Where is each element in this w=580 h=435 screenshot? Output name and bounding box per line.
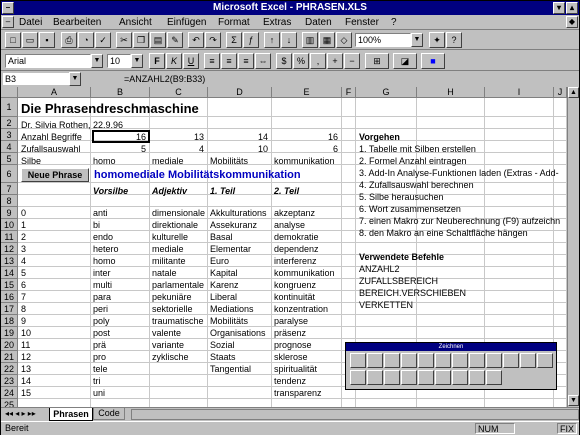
window-title: Microsoft Excel - PHRASEN.XLS xyxy=(213,2,367,13)
silbe-value: homo xyxy=(93,156,116,166)
format-painter-icon[interactable]: ✎ xyxy=(167,32,183,48)
gridline xyxy=(18,116,567,117)
arrow-icon[interactable] xyxy=(452,353,468,368)
tipwizard-icon[interactable]: ✦ xyxy=(429,32,445,48)
font-size-field[interactable]: 10 xyxy=(107,54,131,68)
font-name-field[interactable]: Arial xyxy=(5,54,91,68)
table-index: 13 xyxy=(21,364,32,374)
col-header[interactable]: B xyxy=(91,87,150,98)
font-color-icon[interactable]: ■ xyxy=(421,53,445,69)
formatting-toolbar xyxy=(1,51,579,71)
cut-icon[interactable]: ✂ xyxy=(116,32,132,48)
table-cell: tele xyxy=(93,364,108,374)
filled-rect-icon[interactable] xyxy=(486,353,502,368)
button-tool-icon[interactable] xyxy=(350,370,366,385)
table-cell: Elementar xyxy=(210,244,252,254)
table-cell: prognose xyxy=(274,340,312,350)
save-icon[interactable]: ▪ xyxy=(39,32,55,48)
sort-asc-icon[interactable]: ↑ xyxy=(264,32,280,48)
tab-nav-icon[interactable]: ◂◂ ◂ ▸ ▸▸ xyxy=(5,409,36,418)
drawing-icon[interactable]: ◇ xyxy=(336,32,352,48)
status-bar xyxy=(1,421,579,435)
scroll-up-icon[interactable]: ▲ xyxy=(568,87,579,98)
row-header[interactable]: 22 xyxy=(1,363,18,375)
col-header[interactable]: J xyxy=(554,87,567,98)
italic-icon[interactable]: K xyxy=(166,53,182,69)
align-center-icon[interactable]: ≡ xyxy=(221,53,237,69)
table-index: 15 xyxy=(21,388,32,398)
neue-phrase-button[interactable]: Neue Phrase xyxy=(21,168,89,182)
col-header[interactable]: D xyxy=(208,87,272,98)
status-text: Bereit xyxy=(5,423,29,433)
table-index: 0 xyxy=(21,208,27,218)
vorgehen-title: Vorgehen xyxy=(359,132,400,142)
row-header[interactable]: 6 xyxy=(1,165,18,183)
row-header[interactable]: 1 xyxy=(1,98,18,117)
silbe-value: kommunikation xyxy=(274,156,335,166)
open-icon[interactable]: ▭ xyxy=(22,32,38,48)
table-cell: multi xyxy=(93,280,113,290)
table-index: 4 xyxy=(21,256,27,266)
merge-center-icon[interactable]: ⇔ xyxy=(255,53,271,69)
table-index: 5 xyxy=(21,268,27,278)
table-cell: homo xyxy=(93,256,116,266)
standard-toolbar xyxy=(1,30,579,50)
col-header[interactable]: E xyxy=(272,87,342,98)
spelling-icon[interactable]: ✓ xyxy=(95,32,111,48)
anzahl-value: 16 xyxy=(135,132,146,142)
table-cell: anti xyxy=(93,208,108,218)
ellipse-icon[interactable] xyxy=(384,353,400,368)
column-heading: 2. Teil xyxy=(274,186,300,196)
filled-freeform-icon[interactable] xyxy=(537,353,553,368)
new-icon[interactable]: □ xyxy=(5,32,21,48)
font-dropdown-icon[interactable]: ▼ xyxy=(91,54,103,68)
table-index: 3 xyxy=(21,244,27,254)
table-cell: kontinuität xyxy=(274,292,316,302)
table-cell: bi xyxy=(93,220,101,230)
table-cell: Akkulturations xyxy=(210,208,267,218)
name-box[interactable]: B3 xyxy=(2,72,76,86)
menu-help[interactable]: ? xyxy=(391,17,397,28)
zufall-value: 5 xyxy=(140,144,146,154)
row-header[interactable]: 13 xyxy=(1,255,18,267)
menu-ansicht[interactable]: Ansicht xyxy=(119,17,152,28)
sort-desc-icon[interactable]: ↓ xyxy=(281,32,297,48)
send-back-icon[interactable] xyxy=(401,370,417,385)
table-cell: prä xyxy=(93,340,107,350)
gridline xyxy=(341,98,342,407)
row-header[interactable]: 25 xyxy=(1,399,18,407)
system-menu-icon[interactable]: – xyxy=(2,2,14,14)
tab-code[interactable]: Code xyxy=(93,408,125,420)
row-header[interactable]: 21 xyxy=(1,351,18,363)
fill-color-icon[interactable]: ◪ xyxy=(393,53,417,69)
row-header[interactable]: 8 xyxy=(1,195,18,207)
author-line: Dr. Silvia Rothen, 22.9.96 xyxy=(21,120,124,130)
table-cell: para xyxy=(93,292,112,302)
table-index: 11 xyxy=(21,340,31,350)
col-header[interactable]: C xyxy=(150,87,208,98)
filled-ellipse-icon[interactable] xyxy=(503,353,519,368)
thousands-icon[interactable]: , xyxy=(310,53,326,69)
row-header[interactable]: 19 xyxy=(1,327,18,339)
align-left-icon[interactable]: ≡ xyxy=(204,53,220,69)
zufall-value: 6 xyxy=(332,144,338,154)
percent-icon[interactable]: % xyxy=(293,53,309,69)
zufall-value: 10 xyxy=(257,144,268,154)
table-cell: kommunikation xyxy=(274,268,335,278)
vorgehen-step: 2. Formel Anzahl eintragen xyxy=(359,156,467,166)
table-cell: peri xyxy=(93,304,109,314)
line-icon[interactable] xyxy=(350,353,366,368)
table-index: 7 xyxy=(21,292,27,302)
table-cell: spiritualität xyxy=(274,364,318,374)
row-header[interactable]: 4 xyxy=(1,141,18,153)
table-index: 9 xyxy=(21,316,27,326)
table-cell: Sozial xyxy=(210,340,235,350)
column-heading: Adjektiv xyxy=(152,186,188,196)
menu-extras[interactable]: Extras xyxy=(263,17,292,28)
label-silbe: Silbe xyxy=(21,156,42,166)
anzahl-value: 14 xyxy=(257,132,268,142)
preview-icon[interactable]: ◔ xyxy=(78,32,94,48)
vorgehen-step: 4. Zufallsauswahl berechnen xyxy=(359,180,474,190)
formula-input[interactable]: =ANZAHL2(B9:B33) xyxy=(121,72,577,86)
label-zufall: Zufallsauswahl xyxy=(21,144,81,154)
bring-front-icon[interactable] xyxy=(384,370,400,385)
sheet-title: Die Phrasendreschmaschine xyxy=(21,101,199,116)
table-cell: variante xyxy=(152,340,185,350)
group-icon[interactable] xyxy=(418,370,434,385)
row-header[interactable]: 18 xyxy=(1,315,18,327)
drawing-toolbar-title: Zeichnen xyxy=(346,343,556,351)
table-cell: pekuniäre xyxy=(152,292,192,302)
vorgehen-step: 6. Wort zusammensetzen xyxy=(359,204,461,214)
vorgehen-step: 1. Tabelle mit Silben erstellen xyxy=(359,144,476,154)
row-header[interactable]: 5 xyxy=(1,153,18,165)
column-heading: Vorsilbe xyxy=(93,186,129,196)
rectangle-icon[interactable] xyxy=(367,353,383,368)
table-index: 8 xyxy=(21,304,27,314)
tab-phrasen[interactable]: Phrasen xyxy=(49,408,93,421)
table-cell: kulturelle xyxy=(152,232,189,242)
table-cell: Kapital xyxy=(210,268,238,278)
befehl-item: VERKETTEN xyxy=(359,300,414,310)
table-cell: tendenz xyxy=(274,376,307,386)
menu-bar xyxy=(1,15,579,30)
column-heading: 1. Teil xyxy=(210,186,236,196)
generated-phrase: homomediale Mobilitätskommunikation xyxy=(94,169,301,181)
table-cell: Tangential xyxy=(210,364,252,374)
menu-format[interactable]: Format xyxy=(218,17,250,28)
table-cell: poly xyxy=(93,316,110,326)
menu-fenster[interactable]: Fenster xyxy=(345,17,379,28)
freehand-icon[interactable] xyxy=(469,353,485,368)
map-icon[interactable]: ▦ xyxy=(319,32,335,48)
row-header[interactable]: 14 xyxy=(1,267,18,279)
underline-icon[interactable]: U xyxy=(183,53,199,69)
table-cell: analyse xyxy=(274,220,306,230)
table-index: 14 xyxy=(21,376,32,386)
col-header[interactable]: I xyxy=(485,87,554,98)
table-cell: direktionale xyxy=(152,220,199,230)
table-index: 1 xyxy=(21,220,27,230)
chart-wizard-icon[interactable]: ▥ xyxy=(302,32,318,48)
row-header[interactable]: 12 xyxy=(1,243,18,255)
row-header[interactable]: 7 xyxy=(1,183,18,195)
zoom-dropdown-icon[interactable]: ▼ xyxy=(411,33,423,47)
help-icon[interactable]: ? xyxy=(446,32,462,48)
minimize-icon[interactable]: ▾ xyxy=(553,2,565,14)
table-index: 2 xyxy=(21,232,27,242)
select-icon[interactable] xyxy=(367,370,383,385)
bold-icon[interactable]: F xyxy=(149,53,165,69)
namebox-dropdown-icon[interactable]: ▼ xyxy=(69,72,81,86)
table-index: 12 xyxy=(21,352,32,362)
decrease-decimal-icon[interactable]: − xyxy=(344,53,360,69)
table-cell: konzentration xyxy=(274,304,329,314)
table-cell: Assekuranz xyxy=(210,220,258,230)
pattern-icon[interactable] xyxy=(469,370,485,385)
function-icon[interactable]: ƒ xyxy=(243,32,259,48)
horizontal-scrollbar[interactable] xyxy=(131,409,579,420)
fix-indicator: FIX xyxy=(557,423,577,434)
befehle-title: Verwendete Befehle xyxy=(359,252,445,262)
redo-icon[interactable]: ↷ xyxy=(205,32,221,48)
num-indicator: NUM xyxy=(475,423,515,434)
col-header[interactable]: A xyxy=(18,87,91,98)
befehl-item: BEREICH.VERSCHIEBEN xyxy=(359,288,467,298)
label-anzahl: Anzahl Begriffe xyxy=(21,132,82,142)
doc-menu-icon[interactable]: – xyxy=(2,16,14,28)
drawing-toolbar xyxy=(345,342,557,390)
table-cell: paralyse xyxy=(274,316,309,326)
scroll-down-icon[interactable]: ▼ xyxy=(568,395,579,406)
zufall-value: 4 xyxy=(198,144,204,154)
table-cell: Mediations xyxy=(210,304,254,314)
freeform-icon[interactable] xyxy=(418,353,434,368)
table-cell: Mobilitäts xyxy=(210,316,249,326)
row-header[interactable]: 9 xyxy=(1,207,18,219)
zoom-field[interactable]: 100% xyxy=(355,33,411,47)
col-header[interactable]: G xyxy=(356,87,417,98)
align-right-icon[interactable]: ≡ xyxy=(238,53,254,69)
table-cell: zyklische xyxy=(152,352,189,362)
paste-icon[interactable]: ▤ xyxy=(150,32,166,48)
table-cell: traumatische xyxy=(152,316,204,326)
table-cell: militante xyxy=(152,256,186,266)
autosum-icon[interactable]: Σ xyxy=(226,32,242,48)
anzahl-value: 13 xyxy=(193,132,204,142)
table-cell: valente xyxy=(152,328,182,338)
table-cell: endo xyxy=(93,232,114,242)
table-cell: post xyxy=(93,328,111,338)
table-cell: dimensionale xyxy=(152,208,206,218)
table-cell: parlamentale xyxy=(152,280,205,290)
col-header[interactable]: H xyxy=(417,87,485,98)
table-index: 10 xyxy=(21,328,32,338)
table-cell: akzeptanz xyxy=(274,208,316,218)
table-cell: uni xyxy=(93,388,106,398)
silbe-value: mediale xyxy=(152,156,184,166)
copy-icon[interactable]: ❐ xyxy=(133,32,149,48)
menu-datei[interactable]: Datei xyxy=(19,17,43,28)
table-cell: Organisations xyxy=(210,328,266,338)
row-header[interactable]: 3 xyxy=(1,129,18,141)
reshape-icon[interactable] xyxy=(452,370,468,385)
increase-decimal-icon[interactable]: + xyxy=(327,53,343,69)
col-header[interactable]: F xyxy=(342,87,356,98)
table-index: 6 xyxy=(21,280,27,290)
silbe-value: Mobilitäts xyxy=(210,156,249,166)
table-cell: Euro xyxy=(210,256,230,266)
table-cell: demokratie xyxy=(274,232,319,242)
menu-daten[interactable]: Daten xyxy=(305,17,332,28)
size-dropdown-icon[interactable]: ▼ xyxy=(131,54,143,68)
table-cell: Basal xyxy=(210,232,233,242)
ungroup-icon[interactable] xyxy=(435,370,451,385)
table-cell: pro xyxy=(93,352,107,362)
row-header[interactable]: 15 xyxy=(1,279,18,291)
table-cell: Staats xyxy=(210,352,236,362)
row-header[interactable]: 11 xyxy=(1,231,18,243)
title-bar xyxy=(1,1,579,15)
befehl-item: ZUFALLSBEREICH xyxy=(359,276,439,286)
formula-bar xyxy=(1,72,579,86)
row-header[interactable]: 23 xyxy=(1,375,18,387)
vorgehen-step: 3. Add-In Analyse-Funktionen laden (Extras - Add- xyxy=(359,168,559,178)
select-all-corner[interactable] xyxy=(1,87,18,98)
anzahl-value: 16 xyxy=(327,132,338,142)
selected-cell-b3[interactable] xyxy=(92,130,150,143)
row-header[interactable]: 2 xyxy=(1,117,18,129)
borders-icon[interactable]: ⊞ xyxy=(365,53,389,69)
vorgehen-step: 7. einen Makro zur Neuberechnung (F9) aufzeichn xyxy=(359,216,561,226)
table-cell: interferenz xyxy=(274,256,317,266)
row-header[interactable]: 20 xyxy=(1,339,18,351)
arc-icon[interactable] xyxy=(401,353,417,368)
befehl-item: ANZAHL2 xyxy=(359,264,400,274)
table-cell: inter xyxy=(93,268,111,278)
table-cell: sklerose xyxy=(274,352,308,362)
restore-icon[interactable]: ◆ xyxy=(566,16,578,28)
undo-icon[interactable]: ↶ xyxy=(188,32,204,48)
table-cell: kongruenz xyxy=(274,280,317,290)
table-cell: transparenz xyxy=(274,388,322,398)
table-cell: sektorielle xyxy=(152,304,193,314)
table-cell: Karenz xyxy=(210,280,239,290)
table-cell: tri xyxy=(93,376,101,386)
vorgehen-step: 8. den Makro an eine Schaltfläche hängen xyxy=(359,228,528,238)
filled-arc-icon[interactable] xyxy=(520,353,536,368)
table-cell: mediale xyxy=(152,244,184,254)
table-cell: Liberal xyxy=(210,292,238,302)
row-header[interactable]: 24 xyxy=(1,387,18,399)
maximize-icon[interactable]: ▴ xyxy=(566,2,578,14)
currency-icon[interactable]: $ xyxy=(276,53,292,69)
row-header[interactable]: 16 xyxy=(1,291,18,303)
table-cell: hetero xyxy=(93,244,119,254)
row-header[interactable]: 17 xyxy=(1,303,18,315)
sheet-tabs xyxy=(1,407,579,421)
vorgehen-step: 5. Silbe herausuchen xyxy=(359,192,444,202)
row-header[interactable]: 10 xyxy=(1,219,18,231)
table-cell: dependenz xyxy=(274,244,319,254)
table-cell: natale xyxy=(152,268,177,278)
menu-einfuegen[interactable]: Einfügen xyxy=(167,17,207,28)
textbox-icon[interactable] xyxy=(435,353,451,368)
vertical-scrollbar[interactable] xyxy=(567,87,579,407)
shadow-icon[interactable] xyxy=(486,370,502,385)
table-cell: präsenz xyxy=(274,328,307,338)
print-icon[interactable]: ⎙ xyxy=(61,32,77,48)
menu-bearbeiten[interactable]: Bearbeiten xyxy=(53,17,102,28)
